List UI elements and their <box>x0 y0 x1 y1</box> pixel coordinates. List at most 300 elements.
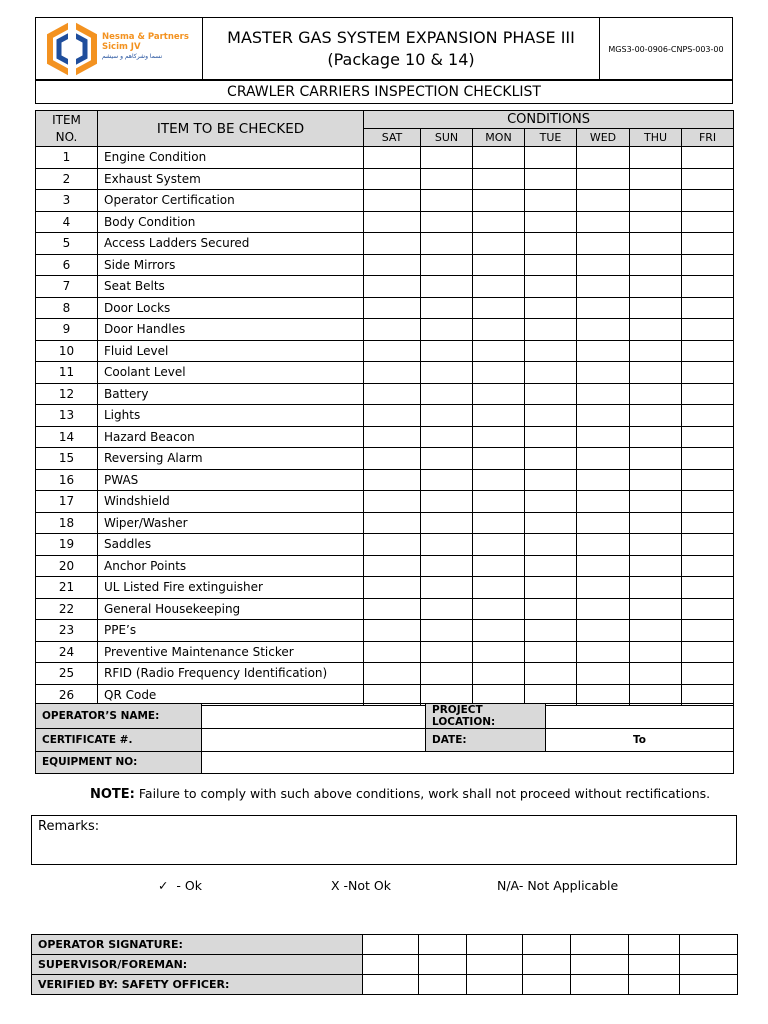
table-row <box>36 620 734 642</box>
legend-na: N/A- Not Applicable <box>497 878 619 893</box>
item-description: Lights <box>98 405 364 427</box>
condition-cell-sat[interactable] <box>364 276 421 298</box>
condition-cell-sat[interactable] <box>364 405 421 427</box>
condition-cell-fri[interactable] <box>682 491 734 513</box>
item-number: 9 <box>36 319 98 341</box>
col-header-conditions: CONDITIONS <box>364 111 734 129</box>
col-header-item: ITEM TO BE CHECKED <box>98 111 364 147</box>
condition-cell-wed[interactable] <box>577 211 630 233</box>
condition-cell-sat[interactable] <box>364 641 421 663</box>
condition-cell-fri[interactable] <box>682 405 734 427</box>
condition-cell-fri[interactable] <box>682 598 734 620</box>
condition-cell-wed[interactable] <box>577 577 630 599</box>
item-description: PWAS <box>98 469 364 491</box>
table-row <box>36 512 734 534</box>
condition-cell-mon[interactable] <box>473 405 525 427</box>
condition-cell-mon[interactable] <box>473 147 525 169</box>
condition-cell-sun[interactable] <box>421 254 473 276</box>
item-number: 13 <box>36 405 98 427</box>
item-description: Door Handles <box>98 319 364 341</box>
item-number: 14 <box>36 426 98 448</box>
legend-not-ok: X -Not Ok <box>331 878 391 893</box>
condition-cell-fri[interactable] <box>682 663 734 685</box>
condition-cell-sat[interactable] <box>364 362 421 384</box>
checklist-subtitle: CRAWLER CARRIERS INSPECTION CHECKLIST <box>35 79 733 104</box>
condition-cell-mon[interactable] <box>473 276 525 298</box>
item-description: Anchor Points <box>98 555 364 577</box>
signature-cell[interactable] <box>523 955 571 975</box>
condition-cell-sun[interactable] <box>421 340 473 362</box>
condition-cell-sun[interactable] <box>421 491 473 513</box>
condition-cell-tue[interactable] <box>525 319 577 341</box>
table-row <box>36 577 734 599</box>
signature-cell[interactable] <box>680 955 738 975</box>
signature-cell[interactable] <box>363 955 419 975</box>
condition-cell-sun[interactable] <box>421 641 473 663</box>
signature-cell[interactable] <box>680 975 738 995</box>
condition-cell-fri[interactable] <box>682 641 734 663</box>
condition-cell-sun[interactable] <box>421 297 473 319</box>
condition-cell-thu[interactable] <box>630 491 682 513</box>
condition-cell-thu[interactable] <box>630 383 682 405</box>
condition-cell-mon[interactable] <box>473 598 525 620</box>
condition-cell-mon[interactable] <box>473 577 525 599</box>
condition-cell-sat[interactable] <box>364 319 421 341</box>
condition-cell-tue[interactable] <box>525 426 577 448</box>
condition-cell-tue[interactable] <box>525 512 577 534</box>
item-description: Preventive Maintenance Sticker <box>98 641 364 663</box>
table-row <box>36 641 734 663</box>
condition-cell-thu[interactable] <box>630 340 682 362</box>
document-header <box>35 17 733 81</box>
condition-cell-fri[interactable] <box>682 448 734 470</box>
logo-text-line2: Sicim JV <box>102 42 141 52</box>
condition-cell-fri[interactable] <box>682 276 734 298</box>
item-description: Saddles <box>98 534 364 556</box>
signature-cell[interactable] <box>629 955 680 975</box>
document-title <box>203 18 600 81</box>
certificate-field[interactable] <box>202 729 426 752</box>
condition-cell-wed[interactable] <box>577 276 630 298</box>
signature-label-supervisor: SUPERVISOR/FOREMAN: <box>32 955 363 975</box>
table-row <box>36 297 734 319</box>
item-number: 8 <box>36 297 98 319</box>
condition-cell-thu[interactable] <box>630 362 682 384</box>
condition-cell-tue[interactable] <box>525 448 577 470</box>
condition-cell-thu[interactable] <box>630 448 682 470</box>
condition-cell-sat[interactable] <box>364 340 421 362</box>
condition-cell-tue[interactable] <box>525 168 577 190</box>
item-description: Wiper/Washer <box>98 512 364 534</box>
col-header-day-fri: FRI <box>682 129 734 147</box>
project-location-label: PROJECT LOCATION: <box>426 704 546 729</box>
condition-cell-wed[interactable] <box>577 491 630 513</box>
condition-cell-thu[interactable] <box>630 405 682 427</box>
item-number: 4 <box>36 211 98 233</box>
signature-cell[interactable] <box>419 975 467 995</box>
condition-cell-sun[interactable] <box>421 598 473 620</box>
condition-cell-sat[interactable] <box>364 147 421 169</box>
item-number: 25 <box>36 663 98 685</box>
item-description: Exhaust System <box>98 168 364 190</box>
item-description: Side Mirrors <box>98 254 364 276</box>
item-description: Door Locks <box>98 297 364 319</box>
item-number: 10 <box>36 340 98 362</box>
condition-cell-sun[interactable] <box>421 276 473 298</box>
document-code: MGS3-00-0906-CNPS-003-00 <box>600 18 733 81</box>
date-to-label: To <box>633 733 646 746</box>
condition-cell-thu[interactable] <box>630 254 682 276</box>
condition-cell-sun[interactable] <box>421 211 473 233</box>
signature-cell[interactable] <box>571 955 629 975</box>
signature-cell[interactable] <box>523 975 571 995</box>
condition-cell-thu[interactable] <box>630 190 682 212</box>
project-location-field[interactable] <box>546 704 734 729</box>
condition-cell-sun[interactable] <box>421 663 473 685</box>
signature-cell[interactable] <box>419 935 467 955</box>
condition-cell-tue[interactable] <box>525 276 577 298</box>
condition-cell-mon[interactable] <box>473 620 525 642</box>
signature-table <box>31 934 738 995</box>
logo-text-arabic: نسما وشركاهم و سيشم <box>102 53 163 60</box>
condition-cell-mon[interactable] <box>473 297 525 319</box>
condition-cell-sun[interactable] <box>421 534 473 556</box>
condition-cell-sat[interactable] <box>364 426 421 448</box>
condition-cell-sun[interactable] <box>421 512 473 534</box>
item-description: UL Listed Fire extinguisher <box>98 577 364 599</box>
note-label: NOTE: <box>90 787 135 802</box>
condition-cell-wed[interactable] <box>577 598 630 620</box>
checkmark-icon: ✓ <box>158 878 169 893</box>
item-number: 19 <box>36 534 98 556</box>
condition-cell-wed[interactable] <box>577 297 630 319</box>
table-row <box>36 319 734 341</box>
condition-cell-tue[interactable] <box>525 254 577 276</box>
condition-cell-sat[interactable] <box>364 469 421 491</box>
condition-cell-sun[interactable] <box>421 147 473 169</box>
condition-cell-tue[interactable] <box>525 405 577 427</box>
condition-cell-fri[interactable] <box>682 168 734 190</box>
condition-cell-thu[interactable] <box>630 534 682 556</box>
condition-cell-wed[interactable] <box>577 190 630 212</box>
signature-cell[interactable] <box>523 935 571 955</box>
condition-cell-mon[interactable] <box>473 663 525 685</box>
condition-cell-tue[interactable] <box>525 491 577 513</box>
condition-cell-fri[interactable] <box>682 426 734 448</box>
condition-cell-tue[interactable] <box>525 383 577 405</box>
equipment-no-field[interactable] <box>202 751 734 774</box>
condition-cell-mon[interactable] <box>473 190 525 212</box>
condition-cell-tue[interactable] <box>525 555 577 577</box>
condition-cell-wed[interactable] <box>577 405 630 427</box>
condition-cell-thu[interactable] <box>630 577 682 599</box>
condition-cell-sat[interactable] <box>364 577 421 599</box>
signature-cell[interactable] <box>680 935 738 955</box>
condition-cell-mon[interactable] <box>473 491 525 513</box>
operator-name-field[interactable] <box>202 704 426 729</box>
item-number: 5 <box>36 233 98 255</box>
condition-cell-wed[interactable] <box>577 469 630 491</box>
condition-cell-sun[interactable] <box>421 555 473 577</box>
condition-cell-tue[interactable] <box>525 211 577 233</box>
item-description: RFID (Radio Frequency Identification) <box>98 663 364 685</box>
condition-cell-tue[interactable] <box>525 362 577 384</box>
signature-cell[interactable] <box>363 935 419 955</box>
col-header-day-sat: SAT <box>364 129 421 147</box>
remarks-box[interactable] <box>31 815 737 865</box>
table-row <box>36 405 734 427</box>
condition-cell-sat[interactable] <box>364 233 421 255</box>
condition-cell-tue[interactable] <box>525 340 577 362</box>
condition-cell-tue[interactable] <box>525 620 577 642</box>
item-number: 26 <box>36 684 98 706</box>
condition-cell-wed[interactable] <box>577 340 630 362</box>
condition-cell-sat[interactable] <box>364 620 421 642</box>
condition-cell-mon[interactable] <box>473 340 525 362</box>
item-description: Battery <box>98 383 364 405</box>
condition-cell-sat[interactable] <box>364 297 421 319</box>
operator-info-table <box>35 703 734 774</box>
condition-cell-tue[interactable] <box>525 469 577 491</box>
table-row <box>36 254 734 276</box>
condition-cell-sun[interactable] <box>421 319 473 341</box>
condition-cell-fri[interactable] <box>682 254 734 276</box>
condition-cell-thu[interactable] <box>630 319 682 341</box>
condition-cell-mon[interactable] <box>473 254 525 276</box>
condition-cell-sun[interactable] <box>421 233 473 255</box>
condition-cell-wed[interactable] <box>577 233 630 255</box>
condition-cell-mon[interactable] <box>473 448 525 470</box>
condition-cell-wed[interactable] <box>577 534 630 556</box>
condition-cell-thu[interactable] <box>630 426 682 448</box>
condition-cell-fri[interactable] <box>682 340 734 362</box>
item-number: 23 <box>36 620 98 642</box>
table-row <box>36 663 734 685</box>
condition-cell-tue[interactable] <box>525 190 577 212</box>
item-description: Operator Certification <box>98 190 364 212</box>
condition-cell-sat[interactable] <box>364 491 421 513</box>
table-row <box>36 168 734 190</box>
condition-cell-fri[interactable] <box>682 297 734 319</box>
item-description: PPE’s <box>98 620 364 642</box>
condition-cell-sat[interactable] <box>364 168 421 190</box>
signature-cell[interactable] <box>467 955 523 975</box>
signature-cell[interactable] <box>629 935 680 955</box>
item-number: 21 <box>36 577 98 599</box>
table-row <box>36 147 734 169</box>
condition-cell-thu[interactable] <box>630 469 682 491</box>
condition-cell-fri[interactable] <box>682 190 734 212</box>
condition-cell-wed[interactable] <box>577 663 630 685</box>
table-row <box>36 276 734 298</box>
condition-cell-sat[interactable] <box>364 663 421 685</box>
condition-cell-sat[interactable] <box>364 448 421 470</box>
condition-cell-wed[interactable] <box>577 555 630 577</box>
date-field[interactable] <box>546 729 734 752</box>
condition-cell-mon[interactable] <box>473 233 525 255</box>
condition-cell-wed[interactable] <box>577 147 630 169</box>
condition-cell-sun[interactable] <box>421 168 473 190</box>
condition-cell-sat[interactable] <box>364 598 421 620</box>
condition-cell-mon[interactable] <box>473 426 525 448</box>
signature-cell[interactable] <box>629 975 680 995</box>
condition-cell-thu[interactable] <box>630 147 682 169</box>
condition-cell-wed[interactable] <box>577 448 630 470</box>
condition-cell-fri[interactable] <box>682 147 734 169</box>
table-row <box>36 233 734 255</box>
signature-cell[interactable] <box>467 935 523 955</box>
signature-cell[interactable] <box>467 975 523 995</box>
condition-cell-fri[interactable] <box>682 319 734 341</box>
condition-cell-fri[interactable] <box>682 512 734 534</box>
item-description: General Housekeeping <box>98 598 364 620</box>
item-number: 16 <box>36 469 98 491</box>
condition-cell-wed[interactable] <box>577 641 630 663</box>
item-number: 12 <box>36 383 98 405</box>
logo-text-line1: Nesma & Partners <box>102 32 189 42</box>
condition-cell-thu[interactable] <box>630 211 682 233</box>
item-number: 22 <box>36 598 98 620</box>
condition-cell-sun[interactable] <box>421 383 473 405</box>
condition-cell-mon[interactable] <box>473 168 525 190</box>
condition-cell-sun[interactable] <box>421 426 473 448</box>
condition-cell-wed[interactable] <box>577 383 630 405</box>
table-row <box>36 211 734 233</box>
condition-cell-wed[interactable] <box>577 254 630 276</box>
condition-cell-thu[interactable] <box>630 641 682 663</box>
note-text <box>90 786 710 802</box>
table-row <box>36 362 734 384</box>
inspection-checklist-table <box>35 110 734 706</box>
item-description: Hazard Beacon <box>98 426 364 448</box>
condition-cell-fri[interactable] <box>682 469 734 491</box>
condition-cell-fri[interactable] <box>682 233 734 255</box>
condition-cell-mon[interactable] <box>473 534 525 556</box>
condition-cell-fri[interactable] <box>682 211 734 233</box>
condition-cell-tue[interactable] <box>525 641 577 663</box>
condition-cell-thu[interactable] <box>630 297 682 319</box>
condition-cell-wed[interactable] <box>577 319 630 341</box>
condition-cell-wed[interactable] <box>577 620 630 642</box>
condition-cell-thu[interactable] <box>630 168 682 190</box>
table-row <box>36 598 734 620</box>
condition-cell-sun[interactable] <box>421 405 473 427</box>
table-row <box>36 469 734 491</box>
signature-cell[interactable] <box>363 975 419 995</box>
item-number: 11 <box>36 362 98 384</box>
condition-cell-tue[interactable] <box>525 598 577 620</box>
condition-cell-mon[interactable] <box>473 469 525 491</box>
condition-cell-sun[interactable] <box>421 620 473 642</box>
condition-cell-sat[interactable] <box>364 211 421 233</box>
condition-cell-thu[interactable] <box>630 555 682 577</box>
condition-cell-mon[interactable] <box>473 641 525 663</box>
col-header-day-wed: WED <box>577 129 630 147</box>
condition-cell-sun[interactable] <box>421 469 473 491</box>
col-header-day-thu: THU <box>630 129 682 147</box>
date-label: DATE: <box>426 729 546 752</box>
condition-cell-sun[interactable] <box>421 577 473 599</box>
condition-cell-thu[interactable] <box>630 598 682 620</box>
signature-row <box>32 935 738 955</box>
col-header-item-no: ITEM NO. <box>36 111 98 147</box>
condition-cell-sat[interactable] <box>364 555 421 577</box>
condition-cell-sun[interactable] <box>421 448 473 470</box>
item-number: 2 <box>36 168 98 190</box>
condition-cell-mon[interactable] <box>473 211 525 233</box>
signature-cell[interactable] <box>571 935 629 955</box>
condition-cell-tue[interactable] <box>525 297 577 319</box>
condition-cell-wed[interactable] <box>577 168 630 190</box>
signature-label-verified: VERIFIED BY: SAFETY OFFICER: <box>32 975 363 995</box>
table-row <box>36 448 734 470</box>
col-header-day-mon: MON <box>473 129 525 147</box>
item-description: Fluid Level <box>98 340 364 362</box>
item-number: 1 <box>36 147 98 169</box>
condition-cell-thu[interactable] <box>630 620 682 642</box>
condition-cell-fri[interactable] <box>682 555 734 577</box>
condition-cell-wed[interactable] <box>577 426 630 448</box>
condition-cell-mon[interactable] <box>473 319 525 341</box>
condition-cell-thu[interactable] <box>630 663 682 685</box>
condition-cell-mon[interactable] <box>473 555 525 577</box>
condition-cell-wed[interactable] <box>577 512 630 534</box>
condition-cell-tue[interactable] <box>525 663 577 685</box>
condition-cell-tue[interactable] <box>525 534 577 556</box>
condition-cell-fri[interactable] <box>682 534 734 556</box>
condition-cell-fri[interactable] <box>682 577 734 599</box>
title-line2: (Package 10 & 14) <box>327 50 475 69</box>
condition-cell-wed[interactable] <box>577 362 630 384</box>
certificate-label: CERTIFICATE #. <box>36 729 202 752</box>
condition-cell-sun[interactable] <box>421 362 473 384</box>
col-header-day-tue: TUE <box>525 129 577 147</box>
item-number: 15 <box>36 448 98 470</box>
legend-ok-text: - Ok <box>168 878 202 893</box>
col-header-day-sun: SUN <box>421 129 473 147</box>
condition-cell-thu[interactable] <box>630 276 682 298</box>
item-description: Windshield <box>98 491 364 513</box>
condition-cell-fri[interactable] <box>682 620 734 642</box>
signature-cell[interactable] <box>571 975 629 995</box>
condition-cell-tue[interactable] <box>525 233 577 255</box>
condition-cell-mon[interactable] <box>473 383 525 405</box>
item-description: Seat Belts <box>98 276 364 298</box>
condition-cell-sat[interactable] <box>364 190 421 212</box>
item-number: 24 <box>36 641 98 663</box>
condition-cell-sat[interactable] <box>364 383 421 405</box>
condition-cell-tue[interactable] <box>525 577 577 599</box>
condition-cell-sat[interactable] <box>364 534 421 556</box>
condition-cell-sun[interactable] <box>421 190 473 212</box>
condition-cell-sat[interactable] <box>364 512 421 534</box>
company-logo-icon <box>42 21 102 77</box>
condition-cell-mon[interactable] <box>473 362 525 384</box>
table-row <box>36 190 734 212</box>
condition-cell-thu[interactable] <box>630 233 682 255</box>
condition-cell-fri[interactable] <box>682 383 734 405</box>
condition-cell-tue[interactable] <box>525 147 577 169</box>
condition-cell-sat[interactable] <box>364 254 421 276</box>
condition-cell-thu[interactable] <box>630 512 682 534</box>
equipment-no-label: EQUIPMENT NO: <box>36 751 202 774</box>
title-line1: MASTER GAS SYSTEM EXPANSION PHASE III <box>227 28 575 47</box>
condition-cell-fri[interactable] <box>682 362 734 384</box>
condition-cell-mon[interactable] <box>473 512 525 534</box>
signature-cell[interactable] <box>419 955 467 975</box>
item-description: Access Ladders Secured <box>98 233 364 255</box>
item-description: Reversing Alarm <box>98 448 364 470</box>
